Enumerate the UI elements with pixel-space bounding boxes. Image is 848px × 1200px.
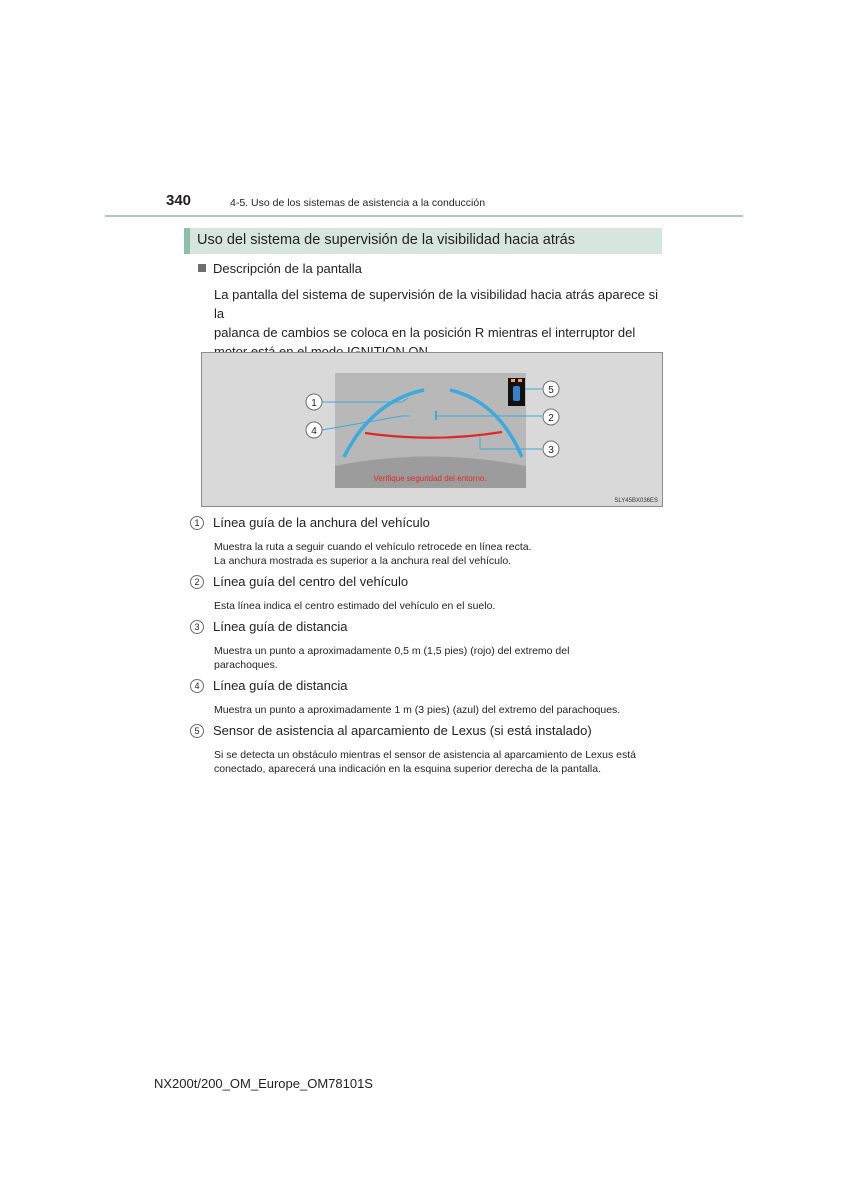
item-1-heading [190, 515, 430, 530]
number-circle-icon: 4 [190, 679, 204, 693]
callout-4: 4 [311, 426, 317, 437]
item-3-heading [190, 619, 347, 634]
desc-line: Muestra la ruta a seguir cuando el vehículo retrocede en línea recta. [214, 541, 532, 553]
page-number: 340 [166, 192, 192, 209]
item-title: Línea guía de la anchura del vehículo [213, 515, 430, 530]
item-1-description [214, 540, 658, 568]
intro-paragraph [214, 285, 658, 361]
number-circle-icon: 1 [190, 516, 204, 530]
desc-line: Muestra un punto a aproximadamente 0,5 m (1,5 pies) (rojo) del extremo del [214, 645, 570, 657]
item-4-description [214, 703, 658, 717]
item-3-description [214, 644, 658, 672]
callout-2: 2 [548, 413, 554, 424]
rear-camera-illustration [202, 353, 662, 506]
desc-line: Esta línea indica el centro estimado del vehículo en el suelo. [214, 600, 496, 612]
callout-5: 5 [548, 385, 554, 396]
subheading [198, 261, 362, 276]
section-title-bar [184, 228, 662, 254]
number-circle-icon: 5 [190, 724, 204, 738]
running-header: 4-5. Uso de los sistemas de asistencia a la conducción [230, 197, 486, 209]
intro-line: La pantalla del sistema de supervisión de la visibilidad hacia atrás aparece si la [214, 287, 658, 321]
car-icon [513, 386, 520, 401]
subheading-text: Descripción de la pantalla [213, 261, 362, 276]
item-5-heading [190, 723, 592, 738]
item-title: Sensor de asistencia al aparcamiento de Lexus (si está instalado) [213, 723, 592, 738]
item-title: Línea guía del centro del vehículo [213, 574, 409, 589]
bumper-area [335, 457, 526, 489]
intro-line: palanca de cambios se coloca en la posición R mientras el interruptor del [214, 325, 636, 340]
rear-camera-figure [201, 352, 663, 507]
item-2-description [214, 599, 658, 613]
callout-1: 1 [311, 398, 317, 409]
desc-line: La anchura mostrada es superior a la anchura real del vehículo. [214, 555, 512, 567]
item-title: Línea guía de distancia [213, 678, 348, 693]
callout-3: 3 [548, 445, 554, 456]
item-title: Línea guía de distancia [213, 619, 348, 634]
number-circle-icon: 3 [190, 620, 204, 634]
figure-code: SLY45BX036ES [614, 498, 658, 504]
sensor-segment-right [518, 379, 522, 382]
desc-line: parachoques. [214, 659, 278, 671]
item-2-heading [190, 574, 408, 589]
item-4-heading [190, 678, 347, 693]
footer-doc-code: NX200t/200_OM_Europe_OM78101S [154, 1076, 373, 1091]
sensor-segment-left [511, 379, 515, 382]
section-bar-accent [184, 228, 190, 254]
square-bullet-icon [198, 264, 206, 272]
desc-line: Si se detecta un obstáculo mientras el sensor de asistencia al aparcamiento de Lexus está [214, 749, 636, 761]
desc-line: conectado, aparecerá una indicación en la esquina superior derecha de la pantalla. [214, 763, 602, 775]
header-rule [105, 215, 743, 217]
number-circle-icon: 2 [190, 575, 204, 589]
item-5-description [214, 748, 658, 776]
screen-message: Verifique seguridad del entorno. [373, 474, 487, 483]
desc-line: Muestra un punto a aproximadamente 1 m (3 pies) (azul) del extremo del parachoques. [214, 704, 621, 716]
section-title: Uso del sistema de supervisión de la visibilidad hacia atrás [197, 232, 575, 248]
